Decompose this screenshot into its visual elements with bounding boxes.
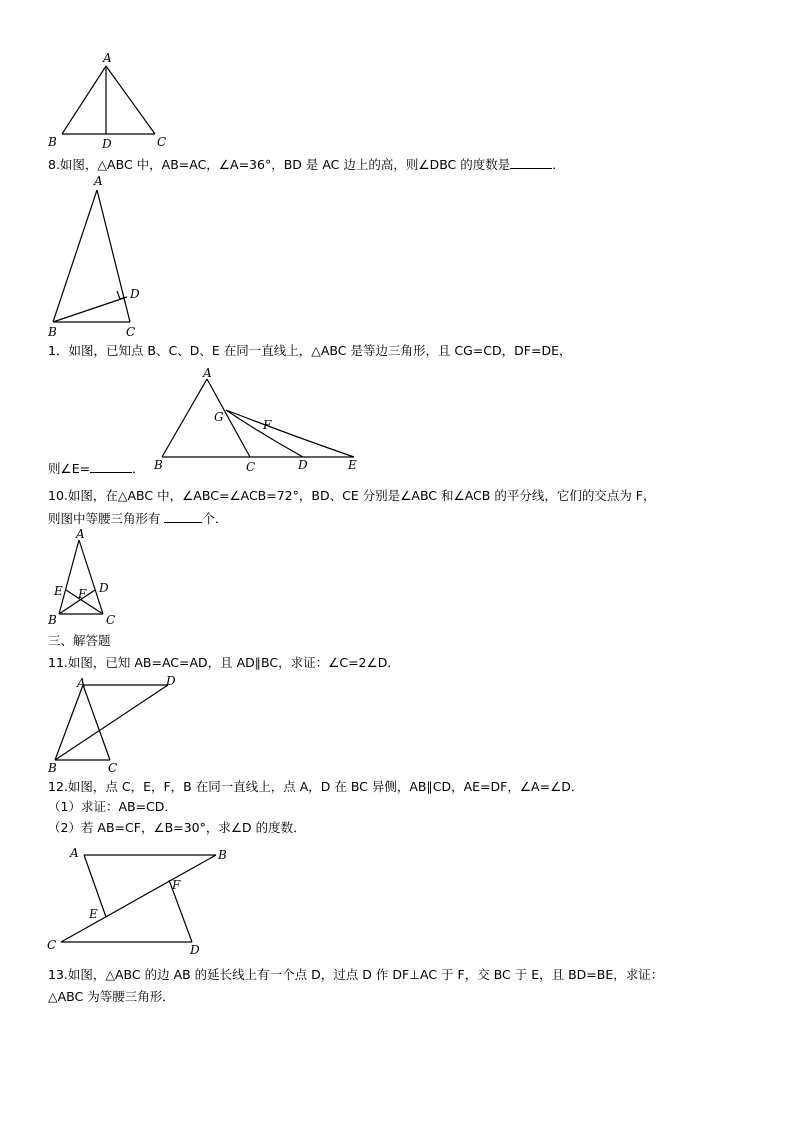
label-f: F: [263, 418, 272, 432]
figure-q8: [40, 172, 160, 347]
label-f: F: [78, 587, 87, 601]
q1-answer-line: [48, 460, 145, 477]
q8-answer-blank[interactable]: [510, 156, 552, 169]
segment-ac: [83, 685, 110, 760]
label-b: B: [218, 848, 227, 862]
q12-body: 12.如图，点 C，E，F，B 在同一直线上，点 A，D 在 BC 异侧，AB∥CD，AE=DF，∠A=∠D．: [48, 779, 584, 794]
segment-ab: [62, 66, 106, 134]
segment-cb: [61, 855, 216, 942]
q12-part1-text: （1）求证：AB=CD．: [48, 799, 177, 814]
segment-bd: [53, 298, 124, 322]
q1-answer-prefix: 则∠E=: [48, 461, 91, 476]
label-e: E: [348, 458, 357, 472]
segment-ab: [55, 685, 83, 760]
figure-q1: [148, 365, 378, 475]
q8-end: ．: [552, 157, 565, 172]
segment-ab: [53, 190, 97, 322]
q1-end: ．: [132, 461, 145, 476]
q10-suffix: 个．: [202, 511, 228, 526]
q10-body: 10.如图，在△ABC 中，∠ABC=∠ACB=72°，BD、CE 分别是∠ABC 和∠ACB 的平分线，它们的交点为 F，: [48, 488, 656, 503]
label-a: A: [70, 846, 79, 860]
section3-heading: [48, 633, 111, 649]
figure-q11: [44, 673, 184, 775]
q12-part2: [48, 820, 306, 836]
label-d: D: [102, 137, 112, 151]
q1-answer-blank[interactable]: [90, 460, 132, 473]
label-e: E: [89, 907, 98, 921]
q10-line2: [48, 510, 228, 527]
label-c: C: [246, 460, 256, 474]
label-c: C: [106, 613, 116, 627]
label-c: C: [47, 938, 57, 952]
q12-part1: [48, 799, 177, 815]
label-c: C: [126, 325, 136, 339]
q10-prefix: 则图中等腰三角形有: [48, 511, 165, 526]
label-d: D: [298, 458, 308, 472]
q13-line1: [48, 967, 663, 983]
label-b: B: [48, 135, 57, 149]
q10-line1: [48, 488, 655, 504]
figure-q10: [44, 528, 134, 628]
label-b: B: [48, 325, 57, 339]
label-b: B: [154, 458, 163, 472]
label-c: C: [157, 135, 167, 149]
q11-text: [48, 655, 400, 671]
label-d: D: [166, 674, 176, 688]
label-d: D: [99, 581, 109, 595]
q10-answer-blank[interactable]: [164, 510, 202, 523]
label-a: A: [103, 51, 112, 65]
q13-body: 13.如图，△ABC 的边 AB 的延长线上有一个点 D，过点 D 作 DF⊥AC 于 F，交 BC 于 E，且 BD=BE，求证：: [48, 967, 664, 982]
segment-ac: [79, 540, 103, 614]
label-a: A: [76, 527, 85, 541]
label-c: C: [108, 761, 118, 775]
q1-text: [48, 343, 571, 359]
q13-line2: [48, 989, 175, 1005]
label-a: A: [77, 676, 86, 690]
q11-body: 11.如图，已知 AB=AC=AD，且 AD∥BC，求证：∠C=2∠D．: [48, 655, 400, 670]
label-f: F: [172, 878, 181, 892]
label-a: A: [203, 366, 212, 380]
segment-ac: [97, 190, 130, 322]
segment-ab: [162, 379, 207, 457]
segment-bd: [55, 685, 168, 760]
label-d: D: [190, 943, 200, 957]
label-b: B: [48, 761, 57, 775]
q12-line1: [48, 779, 583, 795]
q8-body: 8.如图，△ABC 中，AB=AC，∠A=36°，BD 是 AC 边上的高，则∠DBC 的度数是: [48, 157, 511, 172]
label-e: E: [54, 584, 63, 598]
q1-body: 1．如图，已知点 B、C、D、E 在同一直线上，△ABC 是等边三角形，且 CG=CD，DF=DE，: [48, 343, 572, 358]
segment-ac: [106, 66, 155, 134]
q8-text: [48, 156, 565, 173]
q13-body2: △ABC 为等腰三角形．: [48, 989, 175, 1004]
label-d: D: [130, 287, 140, 301]
figure-q12: [44, 840, 244, 960]
label-b: B: [48, 613, 57, 627]
q12-part2-text: （2）若 AB=CF，∠B=30°，求∠D 的度数．: [48, 820, 306, 835]
figure-top-triangle: [40, 50, 180, 150]
section3-title: 三、解答题: [48, 633, 111, 648]
label-a: A: [94, 174, 103, 188]
label-g: G: [214, 410, 224, 424]
